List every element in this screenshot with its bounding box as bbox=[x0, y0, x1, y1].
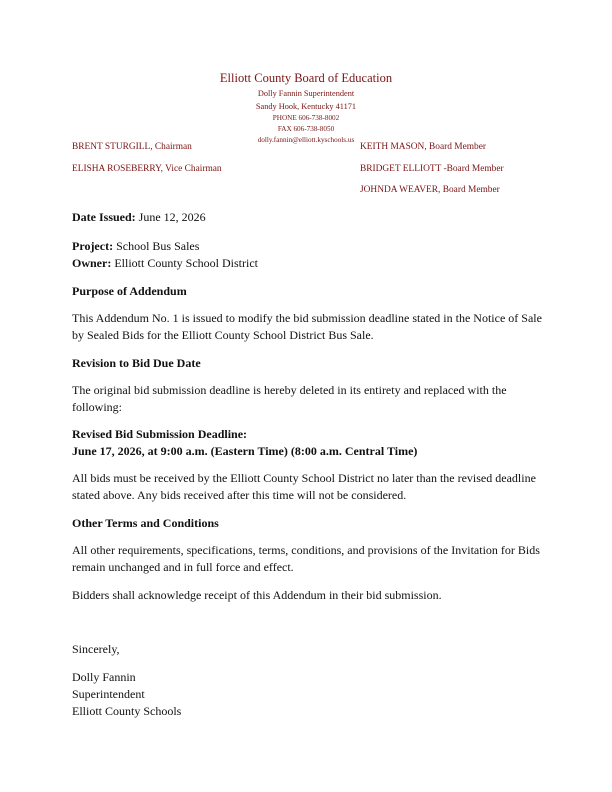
date-issued-label: Date Issued: bbox=[72, 210, 136, 224]
board-member-vice-chairman: ELISHA ROSEBERRY, Vice Chairman bbox=[72, 164, 222, 174]
receipt-paragraph: All bids must be received by the Elliott County School District no later than the revised deadline stated above. Any bids received after this time will not be considered. bbox=[72, 471, 536, 502]
owner-value: Elliott County School District bbox=[111, 256, 258, 270]
organization-name: Elliott County Board of Education bbox=[219, 71, 393, 85]
acknowledge-paragraph: Bidders shall acknowledge receipt of this Addendum in their bid submission. bbox=[72, 588, 442, 602]
signer-organization: Elliott County Schools bbox=[72, 704, 182, 718]
other-terms-paragraph: All other requirements, specifications, terms, conditions, and provisions of the Invitation for Bids remain unchanged and in full force and effect. bbox=[72, 543, 540, 574]
phone-line: PHONE 606-738-8002 bbox=[272, 114, 340, 122]
salutation: Sincerely, bbox=[72, 642, 120, 656]
project-line bbox=[72, 238, 542, 255]
project-label: Project: bbox=[72, 239, 114, 253]
letterhead bbox=[0, 70, 612, 146]
board-member-chairman: BRENT STURGILL, Chairman bbox=[72, 142, 192, 152]
deadline-label: Revised Bid Submission Deadline: bbox=[72, 427, 248, 441]
project-value: School Bus Sales bbox=[113, 239, 200, 253]
revision-heading: Revision to Bid Due Date bbox=[72, 356, 201, 370]
other-terms-heading: Other Terms and Conditions bbox=[72, 516, 219, 530]
email-line: dolly.fannin@elliott.kyschools.us bbox=[257, 136, 355, 144]
owner-line bbox=[72, 255, 542, 272]
fax-line: FAX 606-738-8050 bbox=[277, 125, 335, 133]
revision-paragraph: The original bid submission deadline is hereby deleted in its entirety and replaced with the following: bbox=[72, 383, 507, 414]
purpose-paragraph: This Addendum No. 1 is issued to modify the bid submission deadline stated in the Notice of Sale by Sealed Bids for the Elliott County School District Bus Sale. bbox=[72, 311, 542, 342]
board-member-johnda-weaver: JOHNDA WEAVER, Board Member bbox=[360, 185, 500, 195]
deadline-value: June 17, 2026, at 9:00 a.m. (Eastern Time) (8:00 a.m. Central Time) bbox=[72, 444, 418, 458]
date-issued bbox=[72, 209, 542, 226]
board-member-bridget-elliott: BRIDGET ELLIOTT -Board Member bbox=[360, 164, 504, 174]
owner-label: Owner: bbox=[72, 256, 112, 270]
superintendent-line: Dolly Fannin Superintendent bbox=[257, 89, 355, 98]
address-line: Sandy Hook, Kentucky 41171 bbox=[255, 101, 357, 111]
purpose-heading: Purpose of Addendum bbox=[72, 284, 187, 298]
signer-title: Superintendent bbox=[72, 687, 145, 701]
date-issued-value: June 12, 2026 bbox=[135, 210, 206, 224]
board-member-keith-mason: KEITH MASON, Board Member bbox=[360, 142, 487, 152]
signer-name: Dolly Fannin bbox=[72, 670, 136, 684]
